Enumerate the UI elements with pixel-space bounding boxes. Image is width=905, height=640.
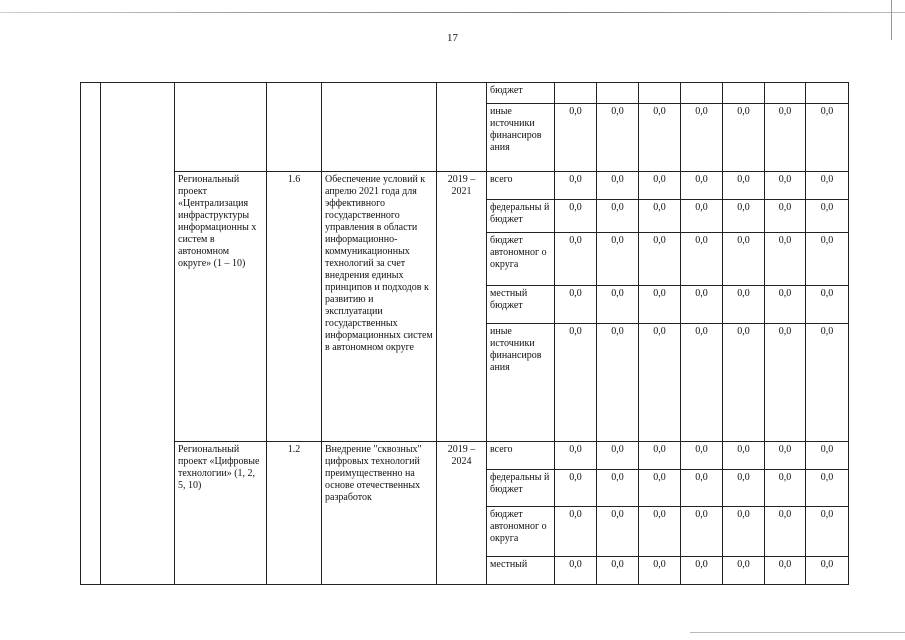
funding-source: иные источники финансиров ания [487,324,555,442]
value-cell: 0,0 [806,104,849,172]
value-cell [723,83,765,104]
value-cell: 0,0 [555,470,597,507]
value-cell: 0,0 [806,324,849,442]
value-cell: 0,0 [765,286,806,324]
value-cell [555,83,597,104]
funding-source: местный бюджет [487,286,555,324]
value-cell: 0,0 [555,557,597,585]
page-number: 17 [447,32,458,44]
value-cell: 0,0 [597,104,639,172]
value-cell: 0,0 [723,104,765,172]
value-cell: 0,0 [723,470,765,507]
value-cell: 0,0 [806,286,849,324]
project-period: 2019 – 2021 [437,172,487,442]
financing-table [80,82,849,585]
value-cell: 0,0 [723,557,765,585]
funding-source: всего [487,172,555,200]
funding-source: иные источники финансиров ания [487,104,555,172]
table-row [81,172,849,200]
value-cell: 0,0 [723,324,765,442]
value-cell: 0,0 [806,507,849,557]
value-cell [639,83,681,104]
value-cell: 0,0 [681,104,723,172]
value-cell [597,83,639,104]
blank-cell [322,83,437,172]
project-description: Внедрение "сквозных" цифровых технологий преимущественно на основе отечественных разработок [322,442,437,585]
value-cell: 0,0 [723,507,765,557]
value-cell: 0,0 [639,286,681,324]
value-cell: 0,0 [597,233,639,286]
value-cell: 0,0 [765,470,806,507]
value-cell: 0,0 [597,172,639,200]
value-cell: 0,0 [555,172,597,200]
value-cell: 0,0 [806,442,849,470]
funding-source: бюджет [487,83,555,104]
value-cell: 0,0 [806,233,849,286]
table-row [81,83,849,104]
value-cell: 0,0 [681,324,723,442]
value-cell [765,83,806,104]
value-cell: 0,0 [765,233,806,286]
value-cell [806,83,849,104]
value-cell: 0,0 [723,200,765,233]
value-cell: 0,0 [555,507,597,557]
value-cell: 0,0 [806,470,849,507]
value-cell: 0,0 [723,442,765,470]
project-name: Региональный проект «Централизация инфраструктуры информационны х систем в автономном округе» (1 – 10) [175,172,267,442]
scan-edge-bottom [690,632,905,633]
value-cell: 0,0 [681,200,723,233]
value-cell: 0,0 [597,200,639,233]
value-cell: 0,0 [597,470,639,507]
value-cell: 0,0 [597,286,639,324]
value-cell: 0,0 [681,172,723,200]
value-cell: 0,0 [723,286,765,324]
value-cell: 0,0 [765,507,806,557]
funding-source: федеральны й бюджет [487,470,555,507]
funding-source: федеральны й бюджет [487,200,555,233]
value-cell: 0,0 [639,104,681,172]
blank-cell [267,83,322,172]
project-period: 2019 – 2024 [437,442,487,585]
value-cell: 0,0 [765,172,806,200]
value-cell: 0,0 [555,104,597,172]
value-cell: 0,0 [681,233,723,286]
value-cell: 0,0 [681,286,723,324]
blank-cell [437,83,487,172]
value-cell: 0,0 [639,442,681,470]
project-number: 1.6 [267,172,322,442]
value-cell: 0,0 [681,557,723,585]
value-cell: 0,0 [597,507,639,557]
funding-source: местный [487,557,555,585]
table-row [81,442,849,470]
funding-source: бюджет автономног о округа [487,507,555,557]
value-cell: 0,0 [681,470,723,507]
value-cell: 0,0 [765,104,806,172]
funding-source: бюджет автономног о округа [487,233,555,286]
value-cell: 0,0 [555,442,597,470]
value-cell: 0,0 [681,442,723,470]
value-cell: 0,0 [765,324,806,442]
value-cell: 0,0 [555,324,597,442]
value-cell: 0,0 [639,557,681,585]
value-cell: 0,0 [639,324,681,442]
value-cell: 0,0 [806,557,849,585]
value-cell: 0,0 [723,172,765,200]
value-cell: 0,0 [639,200,681,233]
value-cell: 0,0 [555,286,597,324]
value-cell: 0,0 [639,172,681,200]
value-cell: 0,0 [765,442,806,470]
value-cell: 0,0 [555,233,597,286]
value-cell: 0,0 [639,233,681,286]
margin-cell [81,83,101,585]
blank-cell [175,83,267,172]
value-cell: 0,0 [765,557,806,585]
project-description: Обеспечение условий к апрелю 2021 года для эффективного государственного управления в области информационно-коммуникационных технологий за счет внедрения единых принципов и подходов к развитию и эксплуатации государственных информационных систем в автономном округе [322,172,437,442]
value-cell: 0,0 [681,507,723,557]
value-cell: 0,0 [555,200,597,233]
scan-edge-top [0,12,905,13]
value-cell: 0,0 [597,442,639,470]
value-cell: 0,0 [806,172,849,200]
blank-column-cell [101,83,175,585]
value-cell: 0,0 [639,507,681,557]
value-cell: 0,0 [597,557,639,585]
project-number: 1.2 [267,442,322,585]
funding-source: всего [487,442,555,470]
value-cell: 0,0 [639,470,681,507]
value-cell [681,83,723,104]
project-name: Региональный проект «Цифровые технологии» (1, 2, 5, 10) [175,442,267,585]
value-cell: 0,0 [806,200,849,233]
value-cell: 0,0 [765,200,806,233]
value-cell: 0,0 [597,324,639,442]
value-cell: 0,0 [723,233,765,286]
